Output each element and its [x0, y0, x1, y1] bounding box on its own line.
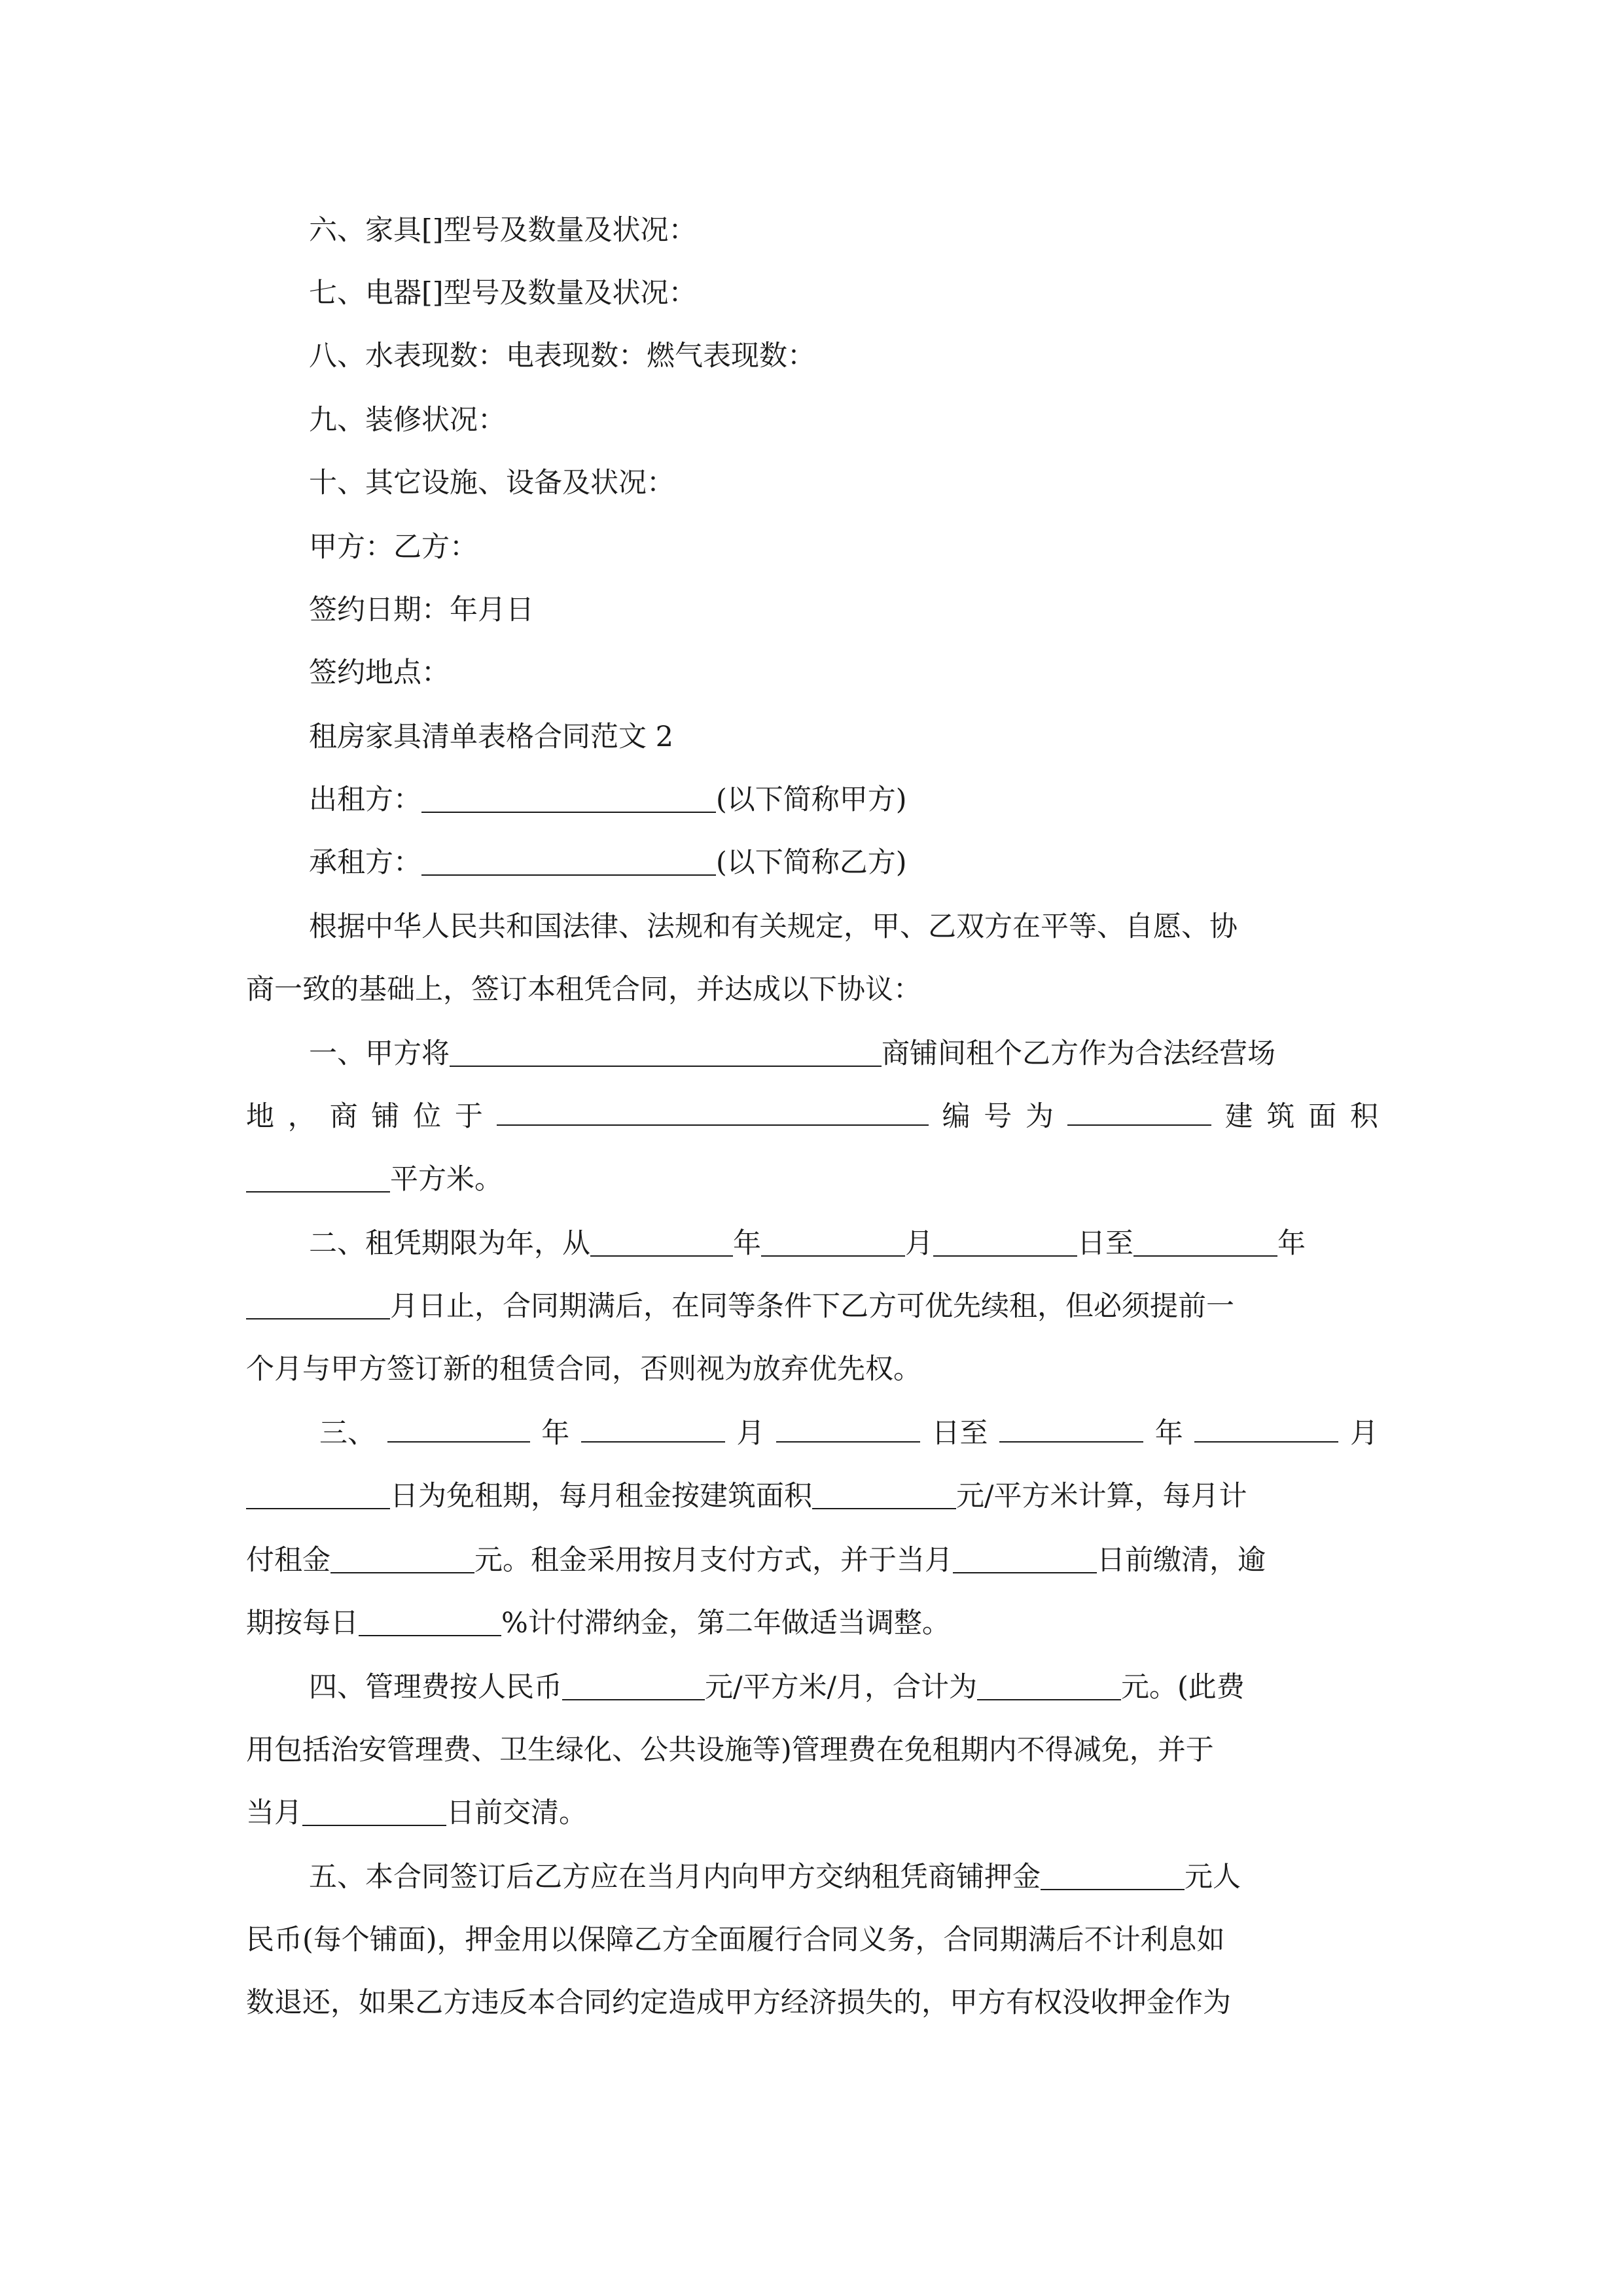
clause-3-text-e: 元。租金采用按月支付方式，并于当月 [474, 1544, 953, 1577]
monthly-rent-blank [330, 1546, 474, 1573]
clause-5-text-b: 元人 [1185, 1861, 1241, 1893]
free-end-year-blank [999, 1415, 1143, 1443]
clause-3-line-2 [246, 1477, 1378, 1516]
lessee-line [309, 843, 1441, 882]
clause-4-text-a: 四、管理费按人民币 [309, 1671, 562, 1704]
inventory-item-other: 十、其它设施、设备及状况： [309, 467, 675, 499]
deposit-blank [1041, 1863, 1185, 1890]
lessee-label: 承租方： [309, 846, 421, 879]
clause-3-line-3 [246, 1541, 1378, 1580]
clause-5-line-3: 数退还，如果乙方违反本合同约定造成甲方经济损失的，甲方有权没收押金作为 [246, 1986, 1231, 2019]
clause-2-year: 年 [1277, 1227, 1306, 1260]
contract-title: 租房家具清单表格合同范文 2 [309, 721, 674, 753]
inventory-item-meters: 八、水表现数：电表现数：燃气表现数： [309, 340, 815, 372]
clause-4-text-c: 元。(此费 [1120, 1671, 1245, 1704]
clause-2-line-2 [246, 1287, 1378, 1326]
clause-4-text-e: 日前交清。 [446, 1797, 587, 1829]
free-end-month-blank [1194, 1415, 1338, 1443]
clause-5-line-2: 民币(每个铺面)，押金用以保障乙方全面履行合同义务，合同期满后不计利息如 [246, 1924, 1225, 1956]
intro-line-1: 根据中华人民共和国法律、法规和有关规定，甲、乙双方在平等、自愿、协 [309, 910, 1238, 943]
clause-2-month: 月 [905, 1227, 933, 1260]
area-blank [246, 1165, 390, 1193]
clause-1-line-3 [246, 1160, 1378, 1199]
signature-place: 签约地点： [309, 656, 450, 689]
free-end-day-blank [246, 1482, 390, 1509]
clause-4-line-3 [246, 1793, 1378, 1833]
start-year-blank [590, 1229, 733, 1257]
mgmt-fee-rate-blank [562, 1673, 705, 1700]
clause-3-line-4 [246, 1604, 1378, 1643]
clause-1-char: 建 [1224, 1100, 1253, 1133]
clause-3-year: 年 [1154, 1417, 1183, 1450]
clause-3-text-b: 日为免租期，每月租金按建筑面积 [390, 1480, 812, 1513]
clause-3-month: 月 [1349, 1417, 1378, 1450]
clause-1-text-a: 一、甲方将 [309, 1037, 450, 1070]
free-start-day-blank [776, 1415, 920, 1443]
inventory-item-furniture: 六、家具[]型号及数量及状况： [309, 214, 697, 247]
clause-1-char: 位 [413, 1100, 442, 1133]
clause-3-to: 日至 [931, 1417, 988, 1450]
end-year-blank [1133, 1229, 1277, 1257]
clause-2-line-3: 个月与甲方签订新的租赁合同，否则视为放弃优先权。 [246, 1353, 921, 1386]
start-month-blank [761, 1229, 905, 1257]
lessee-blank [421, 848, 716, 876]
intro-line-2: 商一致的基础上，签订本租凭合同，并达成以下协议： [246, 973, 921, 1006]
mgmt-fee-total-blank [977, 1673, 1121, 1700]
clause-2-line-1 [309, 1224, 1441, 1263]
late-fee-blank [359, 1609, 501, 1636]
inventory-item-appliances: 七、电器[]型号及数量及状况： [309, 277, 697, 310]
clause-4-line-2: 用包括治安管理费、卫生绿化、公共设施等)管理费在免租期内不得减免，并于 [246, 1734, 1214, 1767]
clause-1-char: 铺 [371, 1100, 400, 1133]
clause-1-char: 号 [984, 1100, 1012, 1133]
clause-1-char: 面 [1308, 1100, 1337, 1133]
clause-2-text-a: 二、租凭期限为年，从 [309, 1227, 590, 1260]
clause-2-year: 年 [733, 1227, 761, 1260]
lessor-blank [421, 785, 716, 813]
signature-parties: 甲方：乙方： [309, 531, 478, 564]
clause-1-text-b: 商铺间租个乙方作为合法经营场 [882, 1037, 1275, 1070]
clause-1-char: 编 [942, 1100, 971, 1133]
lessor-note: (以下简称甲方) [716, 783, 907, 816]
clause-3-year: 年 [541, 1417, 570, 1450]
start-day-blank [933, 1229, 1077, 1257]
clause-4-line-1 [309, 1668, 1441, 1707]
clause-3-text-f: 日前缴清，逾 [1097, 1544, 1266, 1577]
signature-date: 签约日期：年月日 [309, 594, 534, 626]
shop-number-blank [1067, 1098, 1211, 1126]
clause-1-text-c: 平方米。 [390, 1163, 503, 1196]
clause-2-text-b: 月日止，合同期满后，在同等条件下乙方可优先续租，但必须提前一 [390, 1290, 1234, 1323]
clause-1-char: 于 [454, 1100, 483, 1133]
free-start-year-blank [387, 1415, 530, 1443]
rent-per-sqm-blank [812, 1482, 956, 1509]
clause-1-line-1 [309, 1034, 1441, 1073]
clause-3-text-g: 期按每日 [246, 1607, 359, 1640]
clause-1-char: ， [287, 1100, 316, 1133]
end-month-blank [246, 1292, 390, 1319]
shop-location-blank [497, 1098, 929, 1126]
lessor-line [309, 780, 1441, 819]
clause-1-line-2 [246, 1097, 1378, 1136]
clause-2-to: 日至 [1077, 1227, 1133, 1260]
clause-5-text-a: 五、本合同签订后乙方应在当月内向甲方交纳租凭商铺押金 [309, 1861, 1041, 1893]
clause-4-text-d: 当月 [246, 1797, 302, 1829]
clause-3-text-a: 三、 [319, 1417, 376, 1450]
inventory-item-decoration: 九、装修状况： [309, 404, 506, 437]
lessor-label: 出租方： [309, 783, 421, 816]
clause-1-char: 地 [246, 1100, 274, 1133]
clause-3-line-1 [319, 1414, 1378, 1453]
pay-day-blank [953, 1546, 1097, 1573]
clause-3-text-d: 付租金 [246, 1544, 330, 1577]
shop-count-blank [450, 1039, 882, 1067]
clause-1-char: 为 [1026, 1100, 1054, 1133]
clause-1-char: 筑 [1266, 1100, 1295, 1133]
free-start-month-blank [581, 1415, 725, 1443]
clause-5-line-1 [309, 1857, 1441, 1897]
mgmt-pay-day-blank [302, 1799, 446, 1826]
clause-3-text-h: %计付滞纳金，第二年做适当调整。 [501, 1607, 950, 1640]
clause-1-char: 积 [1349, 1100, 1378, 1133]
lessee-note: (以下简称乙方) [716, 846, 907, 879]
clause-3-month: 月 [736, 1417, 765, 1450]
clause-3-text-c: 元/平方米计算，每月计 [956, 1480, 1247, 1513]
clause-4-text-b: 元/平方米/月，合计为 [705, 1671, 977, 1704]
clause-1-char: 商 [329, 1100, 358, 1133]
